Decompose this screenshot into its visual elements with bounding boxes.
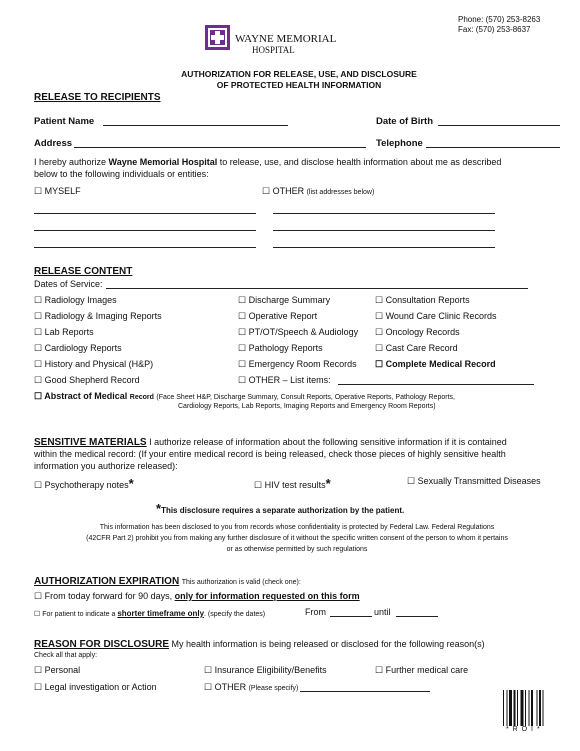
wound-care-checkbox[interactable]: ☐ Wound Care Clinic Records	[375, 311, 497, 321]
other-recipient-checkbox[interactable]: ☐ OTHER (list addresses below)	[262, 186, 375, 196]
telephone-label: Telephone	[376, 138, 423, 149]
recipient-line[interactable]	[34, 247, 256, 248]
cardiology-reports-checkbox[interactable]: ☐ Cardiology Reports	[34, 343, 122, 353]
other-list-checkbox[interactable]: ☐ OTHER – List items:	[238, 375, 331, 385]
recipients-heading: RELEASE TO RECIPIENTS	[34, 92, 161, 103]
abstract-checkbox[interactable]: ☐ Abstract of Medical Record (Face Sheet H&P, Discharge Summary, Consult Reports, Operative Reports, Pathology Reports,	[34, 391, 455, 401]
sensitive-text-line2: within the medical record: (If your entire medical record is being released, check those pieces of highly sensitive health	[34, 449, 506, 459]
consultation-reports-checkbox[interactable]: ☐ Consultation Reports	[375, 295, 470, 305]
pt-ot-speech-checkbox[interactable]: ☐ PT/OT/Speech & Audiology	[238, 327, 359, 337]
from-label: From	[305, 607, 326, 617]
barcode-bar	[503, 690, 504, 726]
personal-checkbox[interactable]: ☐ Personal	[34, 665, 81, 675]
fax: Fax: (570) 253-8637	[458, 25, 531, 34]
recipient-line[interactable]	[273, 230, 495, 231]
dob-field[interactable]	[438, 125, 560, 126]
dates-of-service-label: Dates of Service:	[34, 279, 103, 289]
address-field[interactable]	[74, 147, 366, 148]
telephone-field[interactable]	[426, 147, 560, 148]
history-physical-checkbox[interactable]: ☐ History and Physical (H&P)	[34, 359, 154, 369]
complete-medical-record-checkbox[interactable]: ☐ Complete Medical Record	[375, 359, 496, 369]
hospital-logo	[205, 25, 230, 50]
sensitive-text-line3: information you authorize released):	[34, 461, 178, 471]
radiology-imaging-reports-checkbox[interactable]: ☐ Radiology & Imaging Reports	[34, 311, 162, 321]
psychotherapy-checkbox[interactable]: ☐ Psychotherapy notes*	[34, 476, 134, 491]
oncology-records-checkbox[interactable]: ☐ Oncology Records	[375, 327, 460, 337]
barcode-bar	[531, 690, 533, 726]
barcode-bar	[517, 690, 518, 726]
shorter-timeframe-checkbox[interactable]: ☐ For patient to indicate a shorter timeframe only. (specify the dates)	[34, 609, 266, 618]
further-care-checkbox[interactable]: ☐ Further medical care	[375, 665, 469, 675]
until-date-field[interactable]	[396, 616, 438, 617]
legal-checkbox[interactable]: ☐ Legal investigation or Action	[34, 682, 157, 692]
cross-logo-icon	[205, 25, 230, 50]
check-all-label: Check all that apply:	[34, 652, 98, 659]
barcode-caption: * R O I *	[506, 726, 541, 733]
phone: Phone: (570) 253-8263	[458, 15, 541, 24]
operative-report-checkbox[interactable]: ☐ Operative Report	[238, 311, 318, 321]
barcode-bar	[543, 690, 544, 726]
barcode-bar	[529, 690, 530, 726]
good-shepherd-checkbox[interactable]: ☐ Good Shepherd Record	[34, 375, 140, 385]
barcode-bar	[507, 690, 508, 726]
until-label: until	[374, 607, 391, 617]
hiv-checkbox[interactable]: ☐ HIV test results*	[254, 476, 331, 491]
recipient-line[interactable]	[34, 230, 256, 231]
other-list-field[interactable]	[338, 384, 534, 385]
barcode	[503, 690, 558, 726]
barcode-bar	[509, 690, 512, 726]
form-title: AUTHORIZATION FOR RELEASE, USE, AND DISCLOSURE	[181, 69, 417, 79]
patient-name-label: Patient Name	[34, 116, 95, 127]
myself-checkbox[interactable]: ☐ MYSELF	[34, 186, 81, 196]
lab-reports-checkbox[interactable]: ☐ Lab Reports	[34, 327, 94, 337]
federal-notice-line2: (42CFR Part 2) prohibit you from making any further disclosure of it without the specific written consent of the person to whom it pertains	[86, 535, 508, 542]
ninety-days-checkbox[interactable]: ☐ From today forward for 90 days, only for information requested on this form	[34, 591, 360, 601]
insurance-checkbox[interactable]: ☐ Insurance Eligibility/Benefits	[204, 665, 327, 675]
reason-heading: REASON FOR DISCLOSURE	[34, 639, 170, 650]
radiology-images-checkbox[interactable]: ☐ Radiology Images	[34, 295, 117, 305]
barcode-bar	[521, 690, 524, 726]
other-reason-checkbox[interactable]: ☐ OTHER (Please specify)	[204, 682, 299, 692]
barcode-bar	[514, 690, 516, 726]
discharge-summary-checkbox[interactable]: ☐ Discharge Summary	[238, 295, 331, 305]
barcode-bar	[525, 690, 526, 726]
emergency-room-checkbox[interactable]: ☐ Emergency Room Records	[238, 359, 357, 369]
std-checkbox[interactable]: ☐ Sexually Transmitted Diseases	[407, 476, 541, 486]
dob-label: Date of Birth	[376, 116, 433, 127]
org-name: WAYNE MEMORIAL	[235, 33, 337, 45]
pathology-reports-checkbox[interactable]: ☐ Pathology Reports	[238, 343, 323, 353]
address-label: Address	[34, 138, 73, 149]
recipient-line[interactable]	[273, 213, 495, 214]
abstract-detail-line2: Cardiology Reports, Lab Reports, Imaging Reports and Emergency Room Reports)	[178, 403, 436, 410]
barcode-bar	[537, 690, 538, 726]
other-reason-field[interactable]	[300, 691, 430, 692]
org-name-line2: HOSPITAL	[252, 45, 295, 55]
dates-of-service-field[interactable]	[106, 288, 528, 289]
from-date-field[interactable]	[330, 616, 372, 617]
sensitive-intro: SENSITIVE MATERIALS I authorize release of information about the following sensitive information if it is contained	[34, 437, 507, 448]
recipient-line[interactable]	[273, 247, 495, 248]
patient-name-field[interactable]	[103, 125, 288, 126]
separate-auth-note: *This disclosure requires a separate authorization by the patient.	[156, 501, 405, 516]
expiration-intro: AUTHORIZATION EXPIRATION This authorization is valid (check one):	[34, 576, 301, 587]
recipient-line[interactable]	[34, 213, 256, 214]
expiration-heading: AUTHORIZATION EXPIRATION	[34, 576, 180, 587]
form-subtitle: OF PROTECTED HEALTH INFORMATION	[216, 80, 382, 90]
cast-care-checkbox[interactable]: ☐ Cast Care Record	[375, 343, 458, 353]
content-heading: RELEASE CONTENT	[34, 266, 133, 277]
federal-notice-line3: or as otherwise permitted by such regulations	[226, 546, 368, 553]
federal-notice-line1: This information has been disclosed to you from records whose confidentiality is protected by Federal Law. Federal Regulations	[99, 524, 495, 531]
auth-statement: I hereby authorize Wayne Memorial Hospital to release, use, and disclose health information about me as described	[34, 157, 502, 167]
reason-intro: REASON FOR DISCLOSURE My health information is being released or disclosed for the following reason(s)	[34, 639, 485, 650]
sensitive-heading: SENSITIVE MATERIALS	[34, 437, 147, 448]
barcode-bar	[539, 690, 541, 726]
auth-statement-line2: below to the following individuals or entities:	[34, 169, 209, 179]
